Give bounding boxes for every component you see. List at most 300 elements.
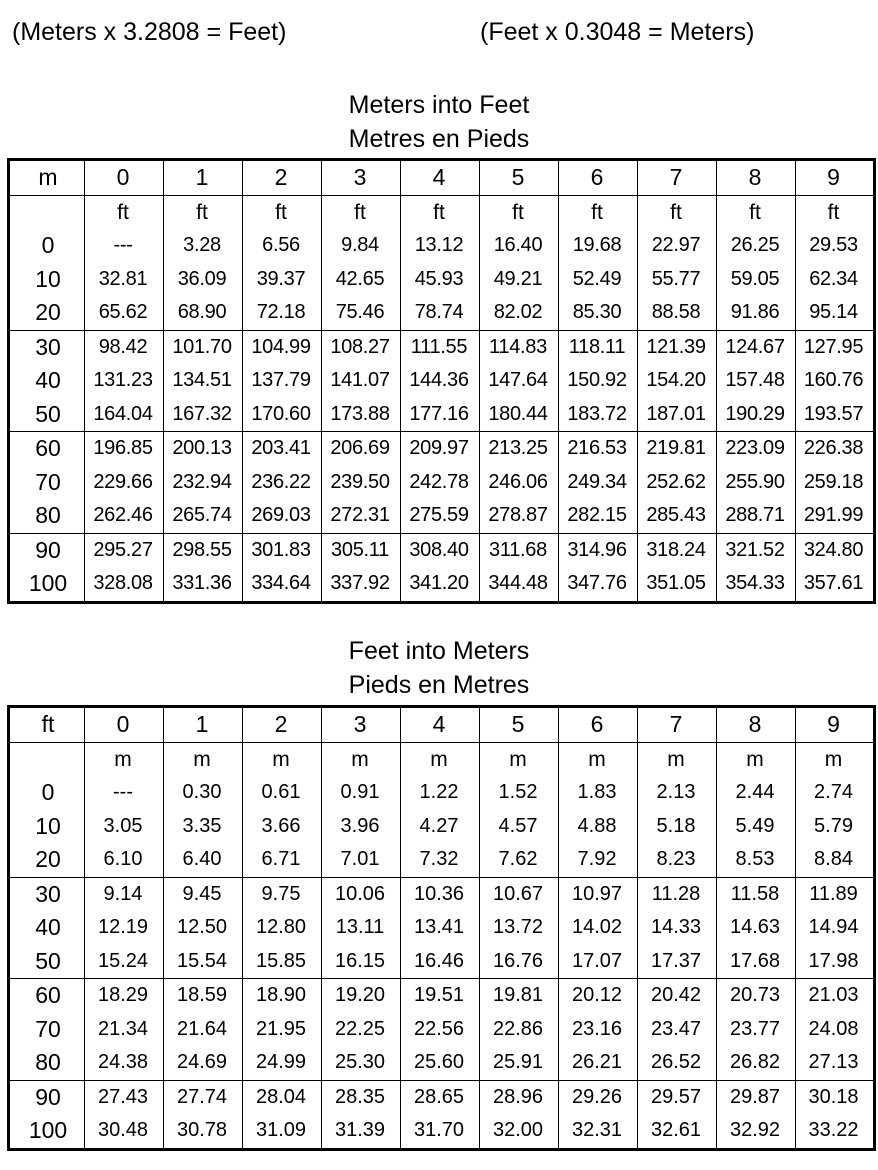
table-row [9, 1013, 875, 1047]
value-cell: 1.22 [401, 776, 480, 810]
row-label: 90 [9, 533, 85, 567]
value-cell: 19.51 [401, 979, 480, 1013]
value-cell: 3.05 [85, 810, 164, 844]
value-cell: 13.72 [480, 911, 559, 945]
value-cell: 183.72 [559, 398, 638, 432]
units-row [9, 742, 875, 776]
value-cell: 252.62 [638, 466, 717, 500]
value-cell: 219.81 [638, 432, 717, 466]
table-row [9, 533, 875, 567]
value-cell: 2.44 [717, 776, 796, 810]
unit-label: ft [85, 195, 164, 229]
value-cell: 150.92 [559, 364, 638, 398]
value-cell: 9.45 [164, 877, 243, 911]
row-label: 20 [9, 843, 85, 877]
value-cell: 177.16 [401, 398, 480, 432]
value-cell: 26.25 [717, 229, 796, 263]
value-cell: 10.67 [480, 877, 559, 911]
column-header: 6 [559, 707, 638, 743]
value-cell: 229.66 [85, 466, 164, 500]
value-cell: 18.29 [85, 979, 164, 1013]
value-cell: 78.74 [401, 296, 480, 330]
value-cell: 4.57 [480, 810, 559, 844]
value-cell: 170.60 [243, 398, 322, 432]
value-cell: 24.69 [164, 1046, 243, 1080]
row-label: 10 [9, 810, 85, 844]
unit-label: m [322, 742, 401, 776]
value-cell: 42.65 [322, 263, 401, 297]
value-cell: 2.74 [796, 776, 875, 810]
table-row [9, 364, 875, 398]
row-label: 60 [9, 979, 85, 1013]
value-cell: 22.97 [638, 229, 717, 263]
value-cell: 85.30 [559, 296, 638, 330]
value-cell: 1.52 [480, 776, 559, 810]
value-cell: 324.80 [796, 533, 875, 567]
value-cell: 5.79 [796, 810, 875, 844]
value-cell: 157.48 [717, 364, 796, 398]
value-cell: 14.33 [638, 911, 717, 945]
value-cell: 11.28 [638, 877, 717, 911]
unit-label: m [796, 742, 875, 776]
value-cell: 72.18 [243, 296, 322, 330]
row-label: 90 [9, 1080, 85, 1114]
value-cell: 200.13 [164, 432, 243, 466]
value-cell: 29.87 [717, 1080, 796, 1114]
value-cell: 262.46 [85, 499, 164, 533]
header-row [9, 707, 875, 743]
value-cell: 36.09 [164, 263, 243, 297]
value-cell: 236.22 [243, 466, 322, 500]
column-header: 3 [322, 160, 401, 196]
value-cell: 357.61 [796, 567, 875, 602]
column-header: 2 [243, 707, 322, 743]
value-cell: 206.69 [322, 432, 401, 466]
value-cell: 3.35 [164, 810, 243, 844]
table-row [9, 466, 875, 500]
value-cell: 5.18 [638, 810, 717, 844]
value-cell: 141.07 [322, 364, 401, 398]
table-row [9, 432, 875, 466]
value-cell: 137.79 [243, 364, 322, 398]
value-cell: 16.40 [480, 229, 559, 263]
value-cell: 12.80 [243, 911, 322, 945]
value-cell: 26.52 [638, 1046, 717, 1080]
value-cell: 0.91 [322, 776, 401, 810]
value-cell: 160.76 [796, 364, 875, 398]
value-cell: 12.50 [164, 911, 243, 945]
table-row [9, 296, 875, 330]
formula-meters-to-feet: (Meters x 3.2808 = Feet) [12, 18, 287, 46]
unit-label: ft [401, 195, 480, 229]
value-cell: 196.85 [85, 432, 164, 466]
column-header: 7 [638, 707, 717, 743]
value-cell: 88.58 [638, 296, 717, 330]
value-cell: 7.32 [401, 843, 480, 877]
title-french: Pieds en Metres [348, 671, 530, 699]
value-cell: 30.48 [85, 1114, 164, 1149]
value-cell: 0.30 [164, 776, 243, 810]
value-cell: 27.13 [796, 1046, 875, 1080]
value-cell: 29.26 [559, 1080, 638, 1114]
row-label: 70 [9, 1013, 85, 1047]
value-cell: 328.08 [85, 567, 164, 602]
value-cell: 114.83 [480, 330, 559, 364]
value-cell: 75.46 [322, 296, 401, 330]
value-cell: 28.35 [322, 1080, 401, 1114]
value-cell: 13.12 [401, 229, 480, 263]
value-cell: 24.38 [85, 1046, 164, 1080]
value-cell: 6.71 [243, 843, 322, 877]
row-label: 50 [9, 398, 85, 432]
row-label: 60 [9, 432, 85, 466]
value-cell: 272.31 [322, 499, 401, 533]
value-cell: 32.61 [638, 1114, 717, 1149]
value-cell: 29.53 [796, 229, 875, 263]
table-row [9, 1046, 875, 1080]
value-cell: 30.18 [796, 1080, 875, 1114]
value-cell: 3.28 [164, 229, 243, 263]
column-header: 8 [717, 707, 796, 743]
value-cell: 239.50 [322, 466, 401, 500]
value-cell: 6.56 [243, 229, 322, 263]
value-cell: 21.03 [796, 979, 875, 1013]
value-cell: 10.36 [401, 877, 480, 911]
table-row [9, 810, 875, 844]
table-row [9, 979, 875, 1013]
value-cell: 52.49 [559, 263, 638, 297]
value-cell: 9.75 [243, 877, 322, 911]
column-header: 0 [85, 160, 164, 196]
value-cell: 24.99 [243, 1046, 322, 1080]
column-header: 4 [401, 160, 480, 196]
column-header: 6 [559, 160, 638, 196]
value-cell: 19.68 [559, 229, 638, 263]
value-cell: 31.39 [322, 1114, 401, 1149]
value-cell: 223.09 [717, 432, 796, 466]
value-cell: 14.63 [717, 911, 796, 945]
value-cell: 17.98 [796, 945, 875, 979]
value-cell: 17.68 [717, 945, 796, 979]
value-cell: 190.29 [717, 398, 796, 432]
table-row [9, 1080, 875, 1114]
value-cell: 104.99 [243, 330, 322, 364]
value-cell: 134.51 [164, 364, 243, 398]
value-cell: 14.02 [559, 911, 638, 945]
value-cell: 295.27 [85, 533, 164, 567]
value-cell: 17.37 [638, 945, 717, 979]
value-cell: --- [85, 229, 164, 263]
formula-feet-to-meters: (Feet x 0.3048 = Meters) [480, 18, 755, 46]
value-cell: 55.77 [638, 263, 717, 297]
value-cell: 278.87 [480, 499, 559, 533]
value-cell: 25.60 [401, 1046, 480, 1080]
value-cell: 20.12 [559, 979, 638, 1013]
value-cell: 275.59 [401, 499, 480, 533]
value-cell: 1.83 [559, 776, 638, 810]
value-cell: 298.55 [164, 533, 243, 567]
value-cell: 167.32 [164, 398, 243, 432]
value-cell: 341.20 [401, 567, 480, 602]
value-cell: 18.59 [164, 979, 243, 1013]
value-cell: 16.15 [322, 945, 401, 979]
value-cell: 9.14 [85, 877, 164, 911]
column-header: 0 [85, 707, 164, 743]
section-title-feet-into-meters [0, 634, 878, 702]
column-header: 5 [480, 707, 559, 743]
value-cell: 291.99 [796, 499, 875, 533]
corner-label: ft [9, 707, 85, 743]
row-label: 0 [9, 776, 85, 810]
column-header: 5 [480, 160, 559, 196]
value-cell: 108.27 [322, 330, 401, 364]
value-cell: 288.71 [717, 499, 796, 533]
value-cell: 33.22 [796, 1114, 875, 1149]
value-cell: 29.57 [638, 1080, 717, 1114]
value-cell: 154.20 [638, 364, 717, 398]
value-cell: 82.02 [480, 296, 559, 330]
value-cell: 32.31 [559, 1114, 638, 1149]
row-label: 100 [9, 567, 85, 602]
table-row [9, 499, 875, 533]
value-cell: 25.91 [480, 1046, 559, 1080]
unit-label: m [243, 742, 322, 776]
value-cell: --- [85, 776, 164, 810]
value-cell: 101.70 [164, 330, 243, 364]
value-cell: 265.74 [164, 499, 243, 533]
value-cell: 22.25 [322, 1013, 401, 1047]
table-row [9, 911, 875, 945]
value-cell: 17.07 [559, 945, 638, 979]
value-cell: 111.55 [401, 330, 480, 364]
value-cell: 6.40 [164, 843, 243, 877]
column-header: 4 [401, 707, 480, 743]
value-cell: 232.94 [164, 466, 243, 500]
value-cell: 0.61 [243, 776, 322, 810]
value-cell: 15.54 [164, 945, 243, 979]
value-cell: 26.82 [717, 1046, 796, 1080]
unit-label: ft [559, 195, 638, 229]
value-cell: 27.43 [85, 1080, 164, 1114]
title-french: Metres en Pieds [348, 125, 530, 153]
value-cell: 344.48 [480, 567, 559, 602]
value-cell: 23.16 [559, 1013, 638, 1047]
value-cell: 39.37 [243, 263, 322, 297]
value-cell: 16.76 [480, 945, 559, 979]
column-header: 7 [638, 160, 717, 196]
section-title-meters-into-feet [0, 88, 878, 156]
value-cell: 28.96 [480, 1080, 559, 1114]
value-cell: 337.92 [322, 567, 401, 602]
value-cell: 18.90 [243, 979, 322, 1013]
column-header: 9 [796, 160, 875, 196]
value-cell: 13.11 [322, 911, 401, 945]
unit-label: ft [717, 195, 796, 229]
unit-label: ft [164, 195, 243, 229]
row-label: 30 [9, 330, 85, 364]
feet-to-meters-table [7, 705, 876, 1151]
value-cell: 13.41 [401, 911, 480, 945]
value-cell: 118.11 [559, 330, 638, 364]
row-label: 40 [9, 364, 85, 398]
value-cell: 213.25 [480, 432, 559, 466]
value-cell: 4.27 [401, 810, 480, 844]
blank-cell [9, 195, 85, 229]
table-row [9, 776, 875, 810]
table-row [9, 398, 875, 432]
unit-label: ft [638, 195, 717, 229]
value-cell: 246.06 [480, 466, 559, 500]
column-header: 1 [164, 160, 243, 196]
value-cell: 62.34 [796, 263, 875, 297]
value-cell: 127.95 [796, 330, 875, 364]
column-header: 3 [322, 707, 401, 743]
value-cell: 31.09 [243, 1114, 322, 1149]
value-cell: 91.86 [717, 296, 796, 330]
meters-to-feet-table [7, 158, 876, 604]
unit-label: m [85, 742, 164, 776]
table-row [9, 1114, 875, 1149]
value-cell: 15.85 [243, 945, 322, 979]
value-cell: 6.10 [85, 843, 164, 877]
table-row [9, 843, 875, 877]
value-cell: 321.52 [717, 533, 796, 567]
value-cell: 4.88 [559, 810, 638, 844]
unit-label: m [164, 742, 243, 776]
row-label: 20 [9, 296, 85, 330]
value-cell: 249.34 [559, 466, 638, 500]
table-row [9, 263, 875, 297]
unit-label: ft [322, 195, 401, 229]
value-cell: 242.78 [401, 466, 480, 500]
value-cell: 8.84 [796, 843, 875, 877]
title-english: Feet into Meters [348, 637, 530, 665]
value-cell: 98.42 [85, 330, 164, 364]
units-row [9, 195, 875, 229]
value-cell: 7.62 [480, 843, 559, 877]
value-cell: 28.65 [401, 1080, 480, 1114]
value-cell: 32.81 [85, 263, 164, 297]
row-label: 50 [9, 945, 85, 979]
value-cell: 331.36 [164, 567, 243, 602]
value-cell: 305.11 [322, 533, 401, 567]
value-cell: 10.97 [559, 877, 638, 911]
unit-label: ft [243, 195, 322, 229]
value-cell: 301.83 [243, 533, 322, 567]
value-cell: 164.04 [85, 398, 164, 432]
value-cell: 203.41 [243, 432, 322, 466]
value-cell: 23.47 [638, 1013, 717, 1047]
value-cell: 187.01 [638, 398, 717, 432]
value-cell: 11.58 [717, 877, 796, 911]
unit-label: m [559, 742, 638, 776]
value-cell: 124.67 [717, 330, 796, 364]
value-cell: 28.04 [243, 1080, 322, 1114]
value-cell: 68.90 [164, 296, 243, 330]
value-cell: 21.64 [164, 1013, 243, 1047]
column-header: 2 [243, 160, 322, 196]
value-cell: 121.39 [638, 330, 717, 364]
column-header: 8 [717, 160, 796, 196]
unit-label: m [480, 742, 559, 776]
row-label: 30 [9, 877, 85, 911]
value-cell: 8.23 [638, 843, 717, 877]
value-cell: 282.15 [559, 499, 638, 533]
value-cell: 180.44 [480, 398, 559, 432]
value-cell: 26.21 [559, 1046, 638, 1080]
value-cell: 351.05 [638, 567, 717, 602]
value-cell: 7.92 [559, 843, 638, 877]
value-cell: 255.90 [717, 466, 796, 500]
row-label: 80 [9, 1046, 85, 1080]
value-cell: 16.46 [401, 945, 480, 979]
value-cell: 347.76 [559, 567, 638, 602]
value-cell: 2.13 [638, 776, 717, 810]
value-cell: 10.06 [322, 877, 401, 911]
title-english: Meters into Feet [348, 91, 530, 119]
column-header: 1 [164, 707, 243, 743]
value-cell: 354.33 [717, 567, 796, 602]
row-label: 10 [9, 263, 85, 297]
column-header: 9 [796, 707, 875, 743]
table-row [9, 877, 875, 911]
value-cell: 95.14 [796, 296, 875, 330]
value-cell: 308.40 [401, 533, 480, 567]
value-cell: 21.34 [85, 1013, 164, 1047]
value-cell: 32.00 [480, 1114, 559, 1149]
row-label: 70 [9, 466, 85, 500]
table-row [9, 229, 875, 263]
value-cell: 226.38 [796, 432, 875, 466]
table-row [9, 567, 875, 602]
value-cell: 11.89 [796, 877, 875, 911]
value-cell: 318.24 [638, 533, 717, 567]
value-cell: 334.64 [243, 567, 322, 602]
value-cell: 216.53 [559, 432, 638, 466]
value-cell: 24.08 [796, 1013, 875, 1047]
unit-label: m [638, 742, 717, 776]
value-cell: 12.19 [85, 911, 164, 945]
value-cell: 269.03 [243, 499, 322, 533]
value-cell: 19.20 [322, 979, 401, 1013]
unit-label: ft [796, 195, 875, 229]
value-cell: 20.73 [717, 979, 796, 1013]
value-cell: 21.95 [243, 1013, 322, 1047]
row-label: 100 [9, 1114, 85, 1149]
unit-label: m [401, 742, 480, 776]
value-cell: 5.49 [717, 810, 796, 844]
unit-label: m [717, 742, 796, 776]
row-label: 80 [9, 499, 85, 533]
corner-label: m [9, 160, 85, 196]
value-cell: 8.53 [717, 843, 796, 877]
value-cell: 14.94 [796, 911, 875, 945]
table-row [9, 945, 875, 979]
value-cell: 314.96 [559, 533, 638, 567]
value-cell: 285.43 [638, 499, 717, 533]
row-label: 40 [9, 911, 85, 945]
value-cell: 259.18 [796, 466, 875, 500]
value-cell: 7.01 [322, 843, 401, 877]
value-cell: 144.36 [401, 364, 480, 398]
value-cell: 22.56 [401, 1013, 480, 1047]
row-label: 0 [9, 229, 85, 263]
value-cell: 27.74 [164, 1080, 243, 1114]
value-cell: 30.78 [164, 1114, 243, 1149]
value-cell: 20.42 [638, 979, 717, 1013]
value-cell: 49.21 [480, 263, 559, 297]
header-row [9, 160, 875, 196]
